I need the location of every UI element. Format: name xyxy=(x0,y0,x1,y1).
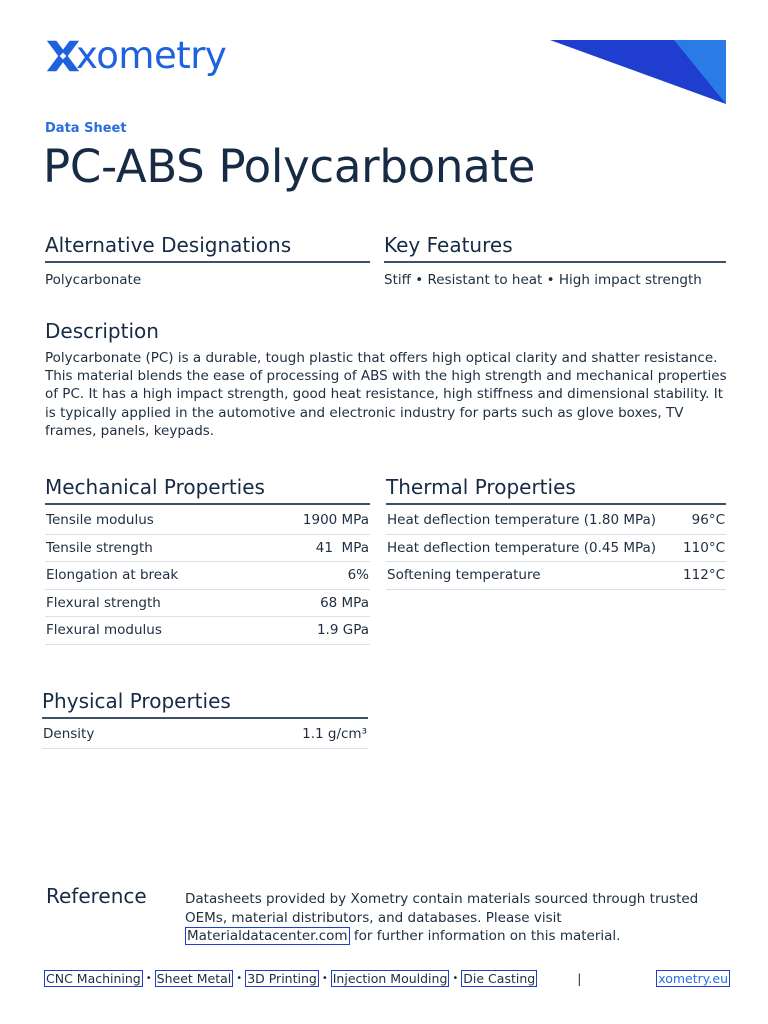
key-features-text: Stiff • Resistant to heat • High impact strength xyxy=(384,272,702,288)
property-label: Heat deflection temperature (1.80 MPa) xyxy=(386,507,679,534)
key-features-section xyxy=(384,233,726,289)
footer-separator: • xyxy=(145,973,152,984)
footer-separator: • xyxy=(452,973,459,984)
page-title: PC-ABS Polycarbonate xyxy=(43,140,536,193)
footer-link-site[interactable]: xometry.eu xyxy=(658,971,728,986)
table-row xyxy=(45,534,370,562)
property-value: 1.1 g/cm³ xyxy=(187,721,368,748)
mechanical-properties-heading: Mechanical Properties xyxy=(45,475,370,505)
footer-link-cnc-machining[interactable]: CNC Machining xyxy=(46,971,141,986)
footer-separator: • xyxy=(236,973,243,984)
reference-text-before: Datasheets provided by Xometry contain materials sourced through trusted OEMs, material distributors, and databases. Please visit xyxy=(185,891,699,926)
property-label: Softening temperature xyxy=(386,562,679,590)
mechanical-properties-section xyxy=(45,475,370,645)
materialdatacenter-link[interactable]: Materialdatacenter.com xyxy=(187,928,348,944)
property-value: 6% xyxy=(261,562,370,590)
brand-name: xometry xyxy=(76,34,227,77)
footer-separator: • xyxy=(321,973,328,984)
footer-link-3d-printing[interactable]: 3D Printing xyxy=(247,971,317,986)
property-value: 96°C xyxy=(679,507,726,534)
table-row xyxy=(42,721,368,748)
reference-text xyxy=(185,890,725,946)
footer-divider: | xyxy=(577,971,582,986)
physical-properties-section xyxy=(42,689,368,749)
description-text: Polycarbonate (PC) is a durable, tough plastic that offers high optical clarity and shatter resistance. This material blends the ease of processing of ABS with the high strength and mechanical properties of PC. It has a high impact strength, good heat resistance, high stiffness and dimensional stability. It is typically applied in the automotive and electronic industry for parts such as glove boxes, TV frames, panels, keypads. xyxy=(45,350,727,439)
key-features-heading: Key Features xyxy=(384,233,726,263)
table-row xyxy=(45,617,370,645)
property-value: 1900 MPa xyxy=(261,507,370,534)
footer-nav xyxy=(44,970,730,987)
footer-link-sheet-metal[interactable]: Sheet Metal xyxy=(156,971,232,986)
property-label: Heat deflection temperature (0.45 MPa) xyxy=(386,534,679,562)
property-label: Flexural strength xyxy=(45,589,261,617)
reference-text-after: for further information on this material. xyxy=(349,928,621,944)
property-value: 112°C xyxy=(679,562,726,590)
property-label: Density xyxy=(42,721,187,748)
thermal-properties-heading: Thermal Properties xyxy=(386,475,726,505)
property-value: 1.9 GPa xyxy=(261,617,370,645)
property-label: Tensile modulus xyxy=(45,507,261,534)
footer-link-injection-moulding[interactable]: Injection Moulding xyxy=(332,971,448,986)
doc-type-label: Data Sheet xyxy=(45,121,127,136)
table-row xyxy=(45,589,370,617)
description-section xyxy=(45,319,726,440)
table-row xyxy=(386,562,726,590)
alt-designations-heading: Alternative Designations xyxy=(45,233,370,263)
alt-designations-text: Polycarbonate xyxy=(45,272,142,288)
alt-designations-section xyxy=(45,233,370,289)
property-value: 110°C xyxy=(679,534,726,562)
property-value: 68 MPa xyxy=(261,589,370,617)
physical-properties-heading: Physical Properties xyxy=(42,689,368,719)
property-value: 41 MPa xyxy=(261,534,370,562)
table-row xyxy=(386,534,726,562)
description-heading: Description xyxy=(45,319,159,343)
property-label: Elongation at break xyxy=(45,562,261,590)
reference-heading: Reference xyxy=(46,884,147,908)
physical-properties-table xyxy=(42,721,368,749)
thermal-properties-section xyxy=(386,475,726,590)
property-label: Flexural modulus xyxy=(45,617,261,645)
thermal-properties-table xyxy=(386,507,726,590)
table-row xyxy=(45,562,370,590)
xometry-logo xyxy=(44,34,226,78)
corner-decoration xyxy=(550,40,726,104)
mechanical-properties-table xyxy=(45,507,370,645)
table-row xyxy=(386,507,726,534)
footer-link-die-casting[interactable]: Die Casting xyxy=(463,971,536,986)
table-row xyxy=(45,507,370,534)
property-label: Tensile strength xyxy=(45,534,261,562)
